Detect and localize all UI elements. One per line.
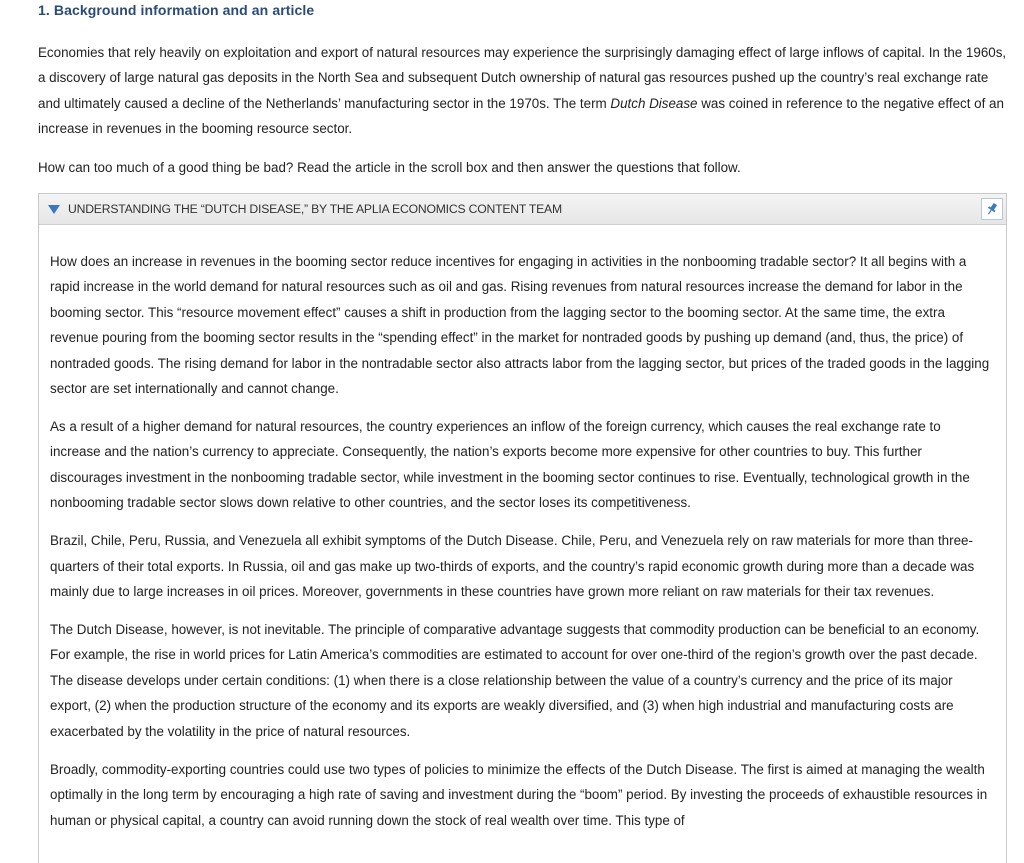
scroll-box-header[interactable]	[39, 194, 1006, 225]
intro-term: Dutch Disease	[610, 95, 698, 111]
scroll-box-title: UNDERSTANDING THE “DUTCH DISEASE,” BY THE APLIA ECONOMICS CONTENT TEAM	[68, 202, 562, 216]
intro-text-after: was coined in reference to the negative effect of an increase in revenues in the booming resource sector.	[38, 95, 1004, 137]
article-body	[50, 249, 995, 846]
pin-button[interactable]	[981, 198, 1003, 220]
triangle-down-icon[interactable]	[48, 205, 60, 214]
section-heading: 1. Background information and an article	[38, 2, 315, 18]
intro-text-before: Economies that rely heavily on exploitation and export of natural resources may experience the surprisingly damaging effect of large inflows of capital. In the 1960s, a discovery of large natural gas deposits in the North Sea and subsequent Dutch ownership of natural gas resources pushed up the country’s real exchange rate and ultimately caused a decline of the Netherlands’ manufacturing sector in the 1970s. The term	[38, 45, 1007, 111]
intro-question: How can too much of a good thing be bad? Read the article in the scroll box and then answer the questions that follow.	[38, 160, 741, 175]
pin-icon	[985, 202, 999, 216]
article-paragraph-3: Brazil, Chile, Peru, Russia, and Venezuela all exhibit symptoms of the Dutch Disease. Chile, Peru, and Venezuela rely on raw materials for more than three-quarters of their total exports. In Russia, oil and gas make up two-thirds of exports, and the country’s rapid economic growth during more than a decade was mainly due to large increases in oil prices. Moreover, governments in these countries have grown more reliant on raw materials for their tax revenues.	[50, 533, 975, 600]
article-paragraph-1: How does an increase in revenues in the booming sector reduce incentives for engaging in activities in the nonbooming tradable sector? It all begins with a rapid increase in the world demand for natural resources such as oil and gas. Rising revenues from natural resources increase the demand for labor in the booming sector. This “resource movement effect” causes a shift in production from the lagging sector to the booming sector. At the same time, the extra revenue pouring from the booming sector results in the “spending effect” in the market for nontraded goods by pushing up demand (and, thus, the price) of nontraded goods. The rising demand for labor in the nontradable sector also attracts labor from the lagging sector, but prices of the traded goods in the lagging sector are set internationally and cannot change.	[50, 254, 990, 397]
article-scroll-box[interactable]	[38, 193, 1007, 863]
article-paragraph-5: Broadly, commodity-exporting countries could use two types of policies to minimize the effects of the Dutch Disease. The first is aimed at managing the wealth optimally in the long term by encouraging a high rate of saving and investment during the “boom” period. By investing the proceeds of exhaustible resources in human or physical capital, a country can avoid running down the stock of real wealth over time. This type of	[50, 761, 988, 828]
intro-paragraph	[38, 40, 1013, 142]
article-paragraph-2: As a result of a higher demand for natural resources, the country experiences an inflow of the foreign currency, which causes the real exchange rate to increase and the nation’s currency to appreciate. Consequently, the nation’s exports become more expensive for other countries to buy. This further discourages investment in the nonbooming tradable sector, while investment in the booming sector continues to rise. Eventually, technological growth in the nonbooming tradable sector slows down relative to other countries, and the sector loses its competitiveness.	[50, 419, 970, 511]
article-paragraph-4: The Dutch Disease, however, is not inevitable. The principle of comparative advantage suggests that commodity production can be beneficial to an economy. For example, the rise in world prices for Latin America’s commodities are estimated to account for over one-third of the region’s growth over the past decade. The disease develops under certain conditions: (1) when there is a close relationship between the value of a country’s currency and the price of its major export, (2) when the production structure of the economy and its exports are weakly diversified, and (3) when high industrial and manufacturing costs are exacerbated by the volatility in the price of natural resources.	[50, 622, 980, 739]
